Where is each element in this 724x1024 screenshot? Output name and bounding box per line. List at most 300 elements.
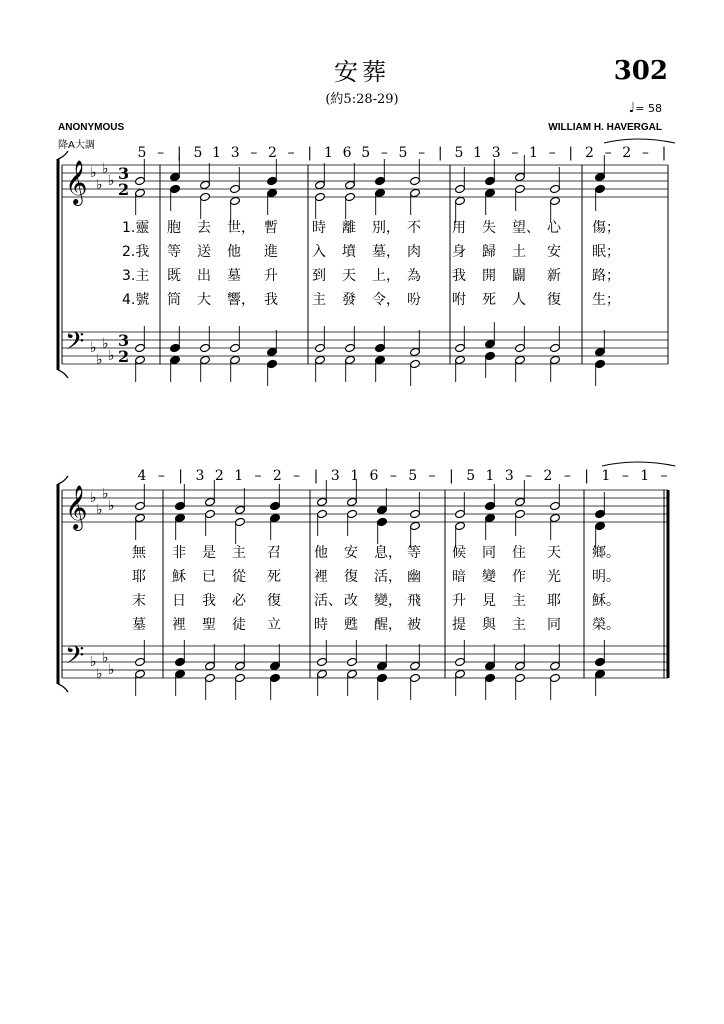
solfa-number: | — [313, 468, 319, 484]
bass-notehead — [170, 355, 181, 364]
lyric-syllable: 等 — [167, 244, 181, 260]
lyric-syllable: 裡 — [314, 569, 328, 585]
treble-notehead — [345, 192, 356, 201]
treble-notehead — [410, 188, 421, 197]
lyric-syllable: 出 — [197, 268, 211, 284]
hymn-number: 302 — [613, 56, 668, 86]
lyric-syllable: 光 — [547, 569, 561, 585]
treble-notehead — [200, 180, 211, 189]
bass-clef-icon: 𝄢 — [65, 641, 85, 676]
treble-notehead — [375, 188, 386, 197]
flat-sign-icon: ♭ — [102, 650, 109, 666]
treble-notehead — [595, 184, 606, 193]
treble-notehead — [375, 176, 386, 185]
bass-notehead — [267, 359, 278, 368]
lyric-syllable: 活、 — [314, 593, 342, 609]
lyric-syllable: 穌 — [172, 569, 186, 585]
lyric-syllable: 作 — [512, 569, 526, 585]
treble-notehead — [485, 501, 496, 510]
hymn-title: 安葬 — [334, 58, 390, 86]
bass-notehead — [550, 343, 561, 352]
composer: WILLIAM H. HAVERGAL — [548, 122, 662, 133]
solfa-number: 3 — [330, 468, 340, 484]
bass-notehead — [410, 347, 421, 356]
bass-notehead — [270, 673, 281, 682]
flat-sign-icon: ♭ — [96, 666, 103, 682]
lyric-syllable: 主 — [512, 617, 526, 633]
lyric-syllable: 入 — [312, 244, 326, 260]
solfa-number: 5 — [398, 145, 408, 161]
bass-notehead — [200, 343, 211, 352]
lyric-syllable: 他 — [314, 545, 328, 561]
solfa-number: – — [525, 468, 533, 484]
bass-notehead — [455, 355, 466, 364]
solfa-number: – — [621, 468, 629, 484]
lyric-syllable: 4.號 — [122, 292, 150, 308]
lyric-syllable: 升 — [452, 593, 466, 609]
treble-notehead — [345, 180, 356, 189]
treble-notehead — [270, 513, 281, 522]
solfa-number: 1 — [601, 468, 611, 484]
lyric-syllable: 傷； — [592, 220, 620, 236]
solfa-number: – — [660, 468, 668, 484]
treble-notehead — [317, 497, 328, 506]
solfa-number: – — [641, 145, 649, 161]
lyric-syllable: 復 — [344, 569, 358, 585]
lyric-syllable: 1.靈 — [122, 220, 150, 236]
solfa-number: | — [178, 468, 184, 484]
treble-notehead — [135, 501, 146, 510]
solfa-number: | — [584, 468, 590, 484]
solfa-number: – — [511, 145, 519, 161]
bass-notehead — [205, 673, 216, 682]
lyric-syllable: 死 — [267, 569, 281, 585]
bass-notehead — [200, 355, 211, 364]
treble-notehead — [347, 497, 358, 506]
bass-notehead — [345, 343, 356, 352]
bass-notehead — [550, 673, 561, 682]
bass-notehead — [515, 673, 526, 682]
lyric-syllable: 我 — [452, 268, 466, 284]
lyric-syllable: 我 — [264, 292, 278, 308]
lyric-syllable: 主 — [312, 292, 326, 308]
lyric-syllable: 必 — [232, 593, 246, 609]
treble-notehead — [410, 521, 421, 530]
bass-notehead — [595, 359, 606, 368]
treble-notehead — [595, 509, 606, 518]
lyric-syllable: 飛 — [407, 593, 421, 609]
solfa-number: – — [293, 468, 301, 484]
solfa-number: 6 — [369, 468, 379, 484]
treble-notehead — [377, 505, 388, 514]
lyric-syllable: 等 — [407, 545, 421, 561]
lyric-syllable: 離 — [342, 220, 356, 236]
lyric-syllable: 升 — [264, 268, 278, 284]
solfa-number: 5 — [361, 145, 371, 161]
treble-notehead — [235, 505, 246, 514]
lyric-syllable: 生； — [592, 292, 620, 308]
treble-notehead — [485, 513, 496, 522]
bass-notehead — [550, 355, 561, 364]
bass-notehead — [345, 355, 356, 364]
lyric-syllable: 死 — [482, 292, 496, 308]
lyric-syllable: 從 — [232, 569, 246, 585]
lyric-syllable: 與 — [482, 617, 496, 633]
lyric-syllable: 墓 — [132, 617, 146, 633]
lyric-syllable: 主 — [512, 593, 526, 609]
bass-clef-icon: 𝄢 — [65, 327, 85, 362]
lyric-syllable: 暗 — [452, 569, 466, 585]
lyric-syllable: 明。 — [592, 569, 620, 585]
lyric-syllable: 別， — [372, 220, 400, 236]
lyric-syllable: 去 — [197, 220, 211, 236]
solfa-number: – — [287, 145, 295, 161]
lyric-syllable: 2.我 — [122, 244, 150, 260]
lyric-syllable: 時 — [314, 617, 328, 633]
treble-notehead — [205, 497, 216, 506]
treble-notehead — [550, 184, 561, 193]
bass-notehead — [485, 339, 496, 348]
lyric-syllable: 天 — [342, 268, 356, 284]
flat-sign-icon: ♭ — [96, 502, 103, 518]
bass-notehead — [485, 351, 496, 360]
solfa-number: 2 — [622, 145, 632, 161]
lyric-syllable: 肉 — [407, 244, 421, 260]
lyric-syllable: 心 — [547, 220, 561, 236]
bass-notehead — [410, 359, 421, 368]
lyric-syllable: 墳 — [342, 244, 356, 260]
treble-notehead — [515, 172, 526, 181]
solfa-number: 5 — [408, 468, 418, 484]
scripture-reference: (約5:28-29) — [325, 92, 399, 107]
lyric-syllable: 歸 — [482, 244, 496, 260]
solfa-number: 4 — [137, 468, 147, 484]
time-signature-top: 3 — [118, 331, 130, 350]
treble-notehead — [377, 517, 388, 526]
solfa-number: 6 — [342, 145, 352, 161]
lyric-syllable: 失 — [482, 220, 496, 236]
bass-notehead — [317, 657, 328, 666]
lyric-syllable: 暫 — [264, 220, 278, 236]
bass-notehead — [347, 669, 358, 678]
flat-sign-icon: ♭ — [102, 336, 109, 352]
treble-notehead — [485, 188, 496, 197]
treble-notehead — [200, 192, 211, 201]
lyric-syllable: 進 — [264, 244, 278, 260]
time-signature-top: 3 — [118, 164, 130, 183]
flat-sign-icon: ♭ — [96, 352, 103, 368]
lyric-syllable: 不 — [407, 220, 421, 236]
treble-notehead — [347, 509, 358, 518]
lyric-syllable: 用 — [452, 220, 466, 236]
lyric-syllable: 3.主 — [122, 268, 150, 284]
lyric-syllable: 鄉。 — [592, 545, 620, 561]
bass-notehead — [515, 343, 526, 352]
lyric-syllable: 徒 — [232, 617, 246, 633]
bass-notehead — [317, 669, 328, 678]
lyric-syllable: 醒， — [374, 617, 402, 633]
lyric-syllable: 活， — [374, 569, 402, 585]
lyric-syllable: 既 — [167, 268, 181, 284]
lyric-syllable: 安 — [547, 244, 561, 260]
flat-sign-icon: ♭ — [108, 498, 115, 514]
lyric-syllable: 甦 — [344, 617, 358, 633]
solfa-number: – — [389, 468, 397, 484]
treble-notehead — [455, 521, 466, 530]
lyric-syllable: 墓， — [372, 244, 400, 260]
treble-notehead — [515, 497, 526, 506]
flat-sign-icon: ♭ — [108, 348, 115, 364]
treble-notehead — [230, 196, 241, 205]
flat-sign-icon: ♭ — [108, 173, 115, 189]
treble-notehead — [135, 176, 146, 185]
treble-notehead — [550, 513, 561, 522]
lyric-syllable: 眠； — [592, 244, 620, 260]
treble-notehead — [267, 188, 278, 197]
lyric-syllable: 到 — [312, 268, 326, 284]
bass-notehead — [230, 343, 241, 352]
lyric-syllable: 復 — [547, 292, 561, 308]
lyric-syllable: 立 — [267, 617, 281, 633]
treble-notehead — [455, 184, 466, 193]
lyric-syllable: 是 — [202, 545, 216, 561]
treble-clef-icon: 𝄞 — [65, 160, 88, 204]
bass-notehead — [595, 347, 606, 356]
solfa-number: 5 — [466, 468, 476, 484]
solfa-number: | — [437, 145, 443, 161]
treble-notehead — [317, 509, 328, 518]
lyric-syllable: 令， — [372, 292, 400, 308]
lyric-syllable: 變， — [374, 593, 402, 609]
solfa-number: 1 — [640, 468, 650, 484]
lyric-syllable: 咐 — [452, 292, 466, 308]
lyric-syllable: 胞 — [167, 220, 181, 236]
solfa-number: – — [604, 145, 612, 161]
solfa-number: – — [254, 468, 262, 484]
bass-notehead — [235, 661, 246, 670]
lyric-syllable: 耶 — [132, 569, 146, 585]
treble-notehead — [235, 517, 246, 526]
bass-notehead — [135, 343, 146, 352]
lyric-syllable: 人 — [512, 292, 526, 308]
treble-notehead — [135, 188, 146, 197]
solfa-number: 1 — [323, 145, 333, 161]
solfa-number: | — [661, 145, 667, 161]
lyric-syllable: 同 — [547, 617, 561, 633]
bass-notehead — [175, 669, 186, 678]
bass-notehead — [135, 669, 146, 678]
solfa-number: 3 — [230, 145, 240, 161]
lyric-syllable: 響， — [227, 292, 255, 308]
bass-notehead — [235, 673, 246, 682]
bracket-top-hook — [58, 476, 68, 484]
lyric-syllable: 聖 — [202, 617, 216, 633]
solfa-number: – — [157, 145, 165, 161]
treble-notehead — [550, 501, 561, 510]
lyric-syllable: 世， — [227, 220, 255, 236]
bass-notehead — [375, 355, 386, 364]
bass-notehead — [347, 657, 358, 666]
treble-notehead — [455, 509, 466, 518]
lyric-syllable: 我 — [202, 593, 216, 609]
lyric-syllable: 路； — [592, 268, 620, 284]
key-signature-text: 降A大調 — [58, 140, 95, 151]
treble-notehead — [135, 513, 146, 522]
solfa-number: | — [176, 145, 182, 161]
treble-notehead — [485, 176, 496, 185]
bass-notehead — [315, 355, 326, 364]
lyricist: ANONYMOUS — [58, 122, 125, 133]
bass-notehead — [410, 661, 421, 670]
treble-notehead — [595, 521, 606, 530]
bass-notehead — [595, 657, 606, 666]
solfa-number: 1 — [234, 468, 244, 484]
lyric-syllable: 同 — [482, 545, 496, 561]
solfa-number: 5 — [454, 145, 464, 161]
treble-notehead — [550, 196, 561, 205]
treble-notehead — [315, 192, 326, 201]
bass-notehead — [455, 343, 466, 352]
lyric-syllable: 見 — [482, 593, 496, 609]
solfa-number: – — [428, 468, 436, 484]
lyric-syllable: 非 — [172, 545, 186, 561]
flat-sign-icon: ♭ — [102, 161, 109, 177]
bass-notehead — [515, 355, 526, 364]
lyric-syllable: 上， — [372, 268, 400, 284]
time-signature-bottom: 2 — [118, 180, 130, 199]
solfa-number: 2 — [543, 468, 553, 484]
lyric-syllable: 候 — [452, 545, 466, 561]
bass-notehead — [455, 669, 466, 678]
lyric-syllable: 幽 — [407, 569, 421, 585]
bass-notehead — [410, 673, 421, 682]
treble-notehead — [270, 501, 281, 510]
bass-notehead — [595, 669, 606, 678]
lyric-syllable: 末 — [132, 593, 146, 609]
solfa-number: 1 — [212, 145, 222, 161]
treble-notehead — [515, 509, 526, 518]
time-signature-bottom: 2 — [118, 347, 130, 366]
solfa-number: 2 — [272, 468, 282, 484]
bass-notehead — [170, 343, 181, 352]
treble-notehead — [175, 513, 186, 522]
bass-notehead — [175, 657, 186, 666]
lyric-syllable: 改 — [344, 593, 358, 609]
lyric-syllable: 身 — [452, 244, 466, 260]
lyric-syllable: 日 — [172, 593, 186, 609]
lyric-syllable: 提 — [452, 617, 466, 633]
lyric-syllable: 為 — [407, 268, 421, 284]
bracket-top-hook — [58, 151, 68, 159]
treble-notehead — [175, 501, 186, 510]
treble-notehead — [515, 184, 526, 193]
tie-arc — [604, 139, 675, 143]
lyric-syllable: 吩 — [407, 292, 421, 308]
solfa-number: – — [380, 145, 388, 161]
solfa-number: 3 — [504, 468, 514, 484]
bass-notehead — [270, 661, 281, 670]
bass-notehead — [485, 673, 496, 682]
lyric-syllable: 天 — [547, 545, 561, 561]
bass-notehead — [135, 355, 146, 364]
lyric-syllable: 墓 — [227, 268, 241, 284]
solfa-number: 1 — [529, 145, 538, 161]
flat-sign-icon: ♭ — [90, 165, 97, 181]
lyric-syllable: 闢 — [512, 268, 526, 284]
treble-notehead — [267, 176, 278, 185]
solfa-number: – — [548, 145, 556, 161]
treble-notehead — [455, 196, 466, 205]
lyric-syllable: 變 — [482, 569, 496, 585]
bracket-bottom-hook — [58, 370, 68, 378]
solfa-number: | — [307, 145, 313, 161]
treble-notehead — [315, 180, 326, 189]
lyric-syllable: 耶 — [547, 593, 561, 609]
lyric-syllable: 已 — [202, 569, 216, 585]
bass-notehead — [205, 661, 216, 670]
lyric-syllable: 土 — [512, 244, 526, 260]
flat-sign-icon: ♭ — [96, 177, 103, 193]
treble-clef-icon: 𝄞 — [65, 485, 88, 529]
lyric-syllable: 時 — [312, 220, 326, 236]
solfa-number: 2 — [584, 145, 594, 161]
solfa-number: – — [563, 468, 571, 484]
solfa-number: 5 — [193, 145, 203, 161]
solfa-number: | — [448, 468, 454, 484]
lyric-syllable: 穌。 — [592, 593, 620, 609]
bass-notehead — [230, 355, 241, 364]
lyric-syllable: 住 — [512, 545, 526, 561]
bass-notehead — [515, 661, 526, 670]
bracket-bottom-hook — [58, 684, 68, 692]
lyric-syllable: 息， — [374, 545, 402, 561]
bass-notehead — [485, 661, 496, 670]
lyric-syllable: 新 — [547, 268, 561, 284]
tie-arc — [602, 462, 675, 466]
solfa-number: 3 — [491, 145, 501, 161]
treble-notehead — [170, 184, 181, 193]
bass-notehead — [377, 661, 388, 670]
flat-sign-icon: ♭ — [108, 662, 115, 678]
treble-notehead — [595, 172, 606, 181]
solfa-number: | — [568, 145, 574, 161]
bass-notehead — [550, 661, 561, 670]
treble-notehead — [205, 509, 216, 518]
lyric-syllable: 召 — [267, 545, 281, 561]
solfa-number: – — [157, 468, 165, 484]
lyric-syllable: 送 — [197, 244, 211, 260]
bass-notehead — [377, 673, 388, 682]
lyric-syllable: 他 — [227, 244, 241, 260]
lyric-syllable: 安 — [344, 545, 358, 561]
lyric-syllable: 被 — [407, 617, 421, 633]
lyric-syllable: 裡 — [172, 617, 186, 633]
flat-sign-icon: ♭ — [102, 486, 109, 502]
solfa-number: 1 — [350, 468, 360, 484]
solfa-number: 3 — [195, 468, 205, 484]
bass-notehead — [315, 343, 326, 352]
lyric-syllable: 復 — [267, 593, 281, 609]
solfa-number: 1 — [485, 468, 495, 484]
bass-notehead — [375, 343, 386, 352]
flat-sign-icon: ♭ — [90, 340, 97, 356]
treble-notehead — [410, 176, 421, 185]
solfa-number: 5 — [137, 145, 147, 161]
quarter-note-icon: ♩ — [628, 100, 636, 116]
lyric-syllable: 筒 — [167, 292, 181, 308]
solfa-number: – — [250, 145, 258, 161]
lyric-syllable: 無 — [132, 545, 146, 561]
